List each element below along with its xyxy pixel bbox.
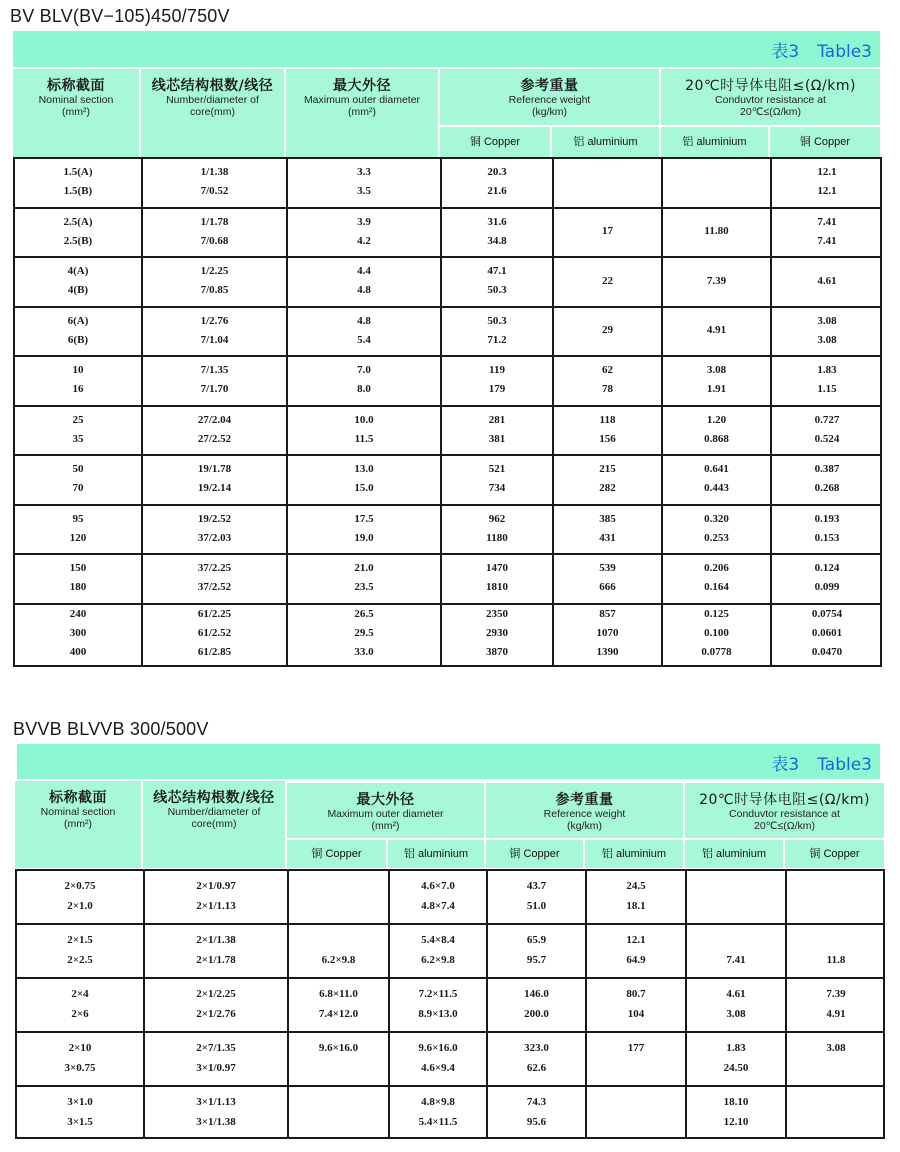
t2-sub-res-al: 铝 aluminium [685,840,783,868]
table-cell: 0.100 [704,626,729,639]
table-cell: 27/2.04 [197,413,232,426]
table-cell: 2×1/1.78 [196,954,236,966]
table-cell: 1180 [486,531,508,544]
table-cell: 1/1.38 [200,166,229,178]
table1-caption-en: Table3 [817,42,872,62]
table-cell: 3×1/0.97 [196,1062,236,1074]
table-cell: 19/2.52 [197,512,232,525]
row-divider [15,355,880,357]
table-cell: 2.5(B) [63,234,93,247]
table-cell: 0.727 [814,413,840,426]
row-divider [15,553,880,555]
table-cell: 400 [69,645,87,658]
table-cell: 0.153 [814,531,840,544]
table-cell: 4.2 [357,234,371,247]
t1-header-resistance-unit: 20℃≤(Ω/km) [740,106,801,119]
table-cell: 35 [72,432,84,445]
table-cell: 7/0.52 [200,185,229,197]
table-cell: 43.7 [526,880,547,892]
row-divider [15,306,880,308]
table-cell: 2×1/1.38 [196,934,236,946]
table-cell: 12.1 [817,185,837,197]
table-cell: 3.3 [357,166,371,178]
table-cell: 2×1/2.25 [196,988,236,1000]
t1-sub-weight-al: 铝 aluminium [552,127,659,157]
table-cell: 24.5 [626,880,646,892]
t2-header-resistance-zh: 20℃时导体电阻≤(Ω/km) [699,792,870,808]
table-cell: 381 [488,432,506,445]
table-cell: 1.5(A) [63,166,93,178]
table-cell: 47.1 [487,265,507,277]
table-cell: 3.9 [357,215,371,228]
table-cell: 7.0 [357,364,371,376]
table-cell: 3×1.5 [67,1116,93,1128]
t2-header-resistance-en: Conduvtor resistance at [729,808,840,821]
row-divider [15,454,880,456]
table-cell: 21.6 [487,185,507,197]
t2-header-resistance [685,783,884,838]
table-cell: 7.2×11.5 [418,988,458,1000]
table-cell: 21.0 [354,562,374,574]
table-cell: 3×1.0 [67,1096,93,1108]
row-divider [15,207,880,209]
table-cell: 62 [602,364,613,376]
table-cell: 0.0778 [701,645,732,658]
table-cell: 7/1.35 [200,364,229,376]
table-cell: 11.5 [354,432,374,445]
table-cell: 2×1/0.97 [196,880,236,892]
table-cell: 17 [602,225,613,237]
table-cell: 1.91 [706,383,727,395]
table-cell: 7/1.70 [200,383,229,395]
table-cell: 17.5 [354,512,374,525]
table-cell: 10 [72,364,84,376]
table-cell: 5.4×8.4 [421,934,455,946]
table-cell: 1.83 [726,1042,746,1054]
table-cell: 26.5 [354,607,374,620]
table-cell: 95.7 [526,954,547,966]
table-cell: 1070 [596,626,619,639]
table-cell: 61/2.25 [197,607,232,620]
t1-header-section-en: Nominal section [38,94,114,107]
t2-header-outer-unit: (mm²) [371,820,400,833]
table-cell: 3.08 [826,1042,846,1054]
table-cell: 0.0470 [811,645,843,658]
table-cell: 4(A) [67,265,89,277]
table-cell: 50 [72,463,84,475]
table-cell: 3×1/1.38 [196,1116,236,1128]
table-cell: 3.5 [357,185,371,197]
row-divider [15,405,880,407]
table-cell: 50.3 [487,314,507,327]
table2-caption-zh: 表3 [771,755,800,775]
table-cell: 4.61 [817,274,837,287]
table-cell: 61/2.52 [197,626,232,639]
table-cell: 6.2×9.8 [421,954,455,966]
table-cell: 1390 [596,645,619,658]
t2-header-core [143,781,285,868]
table-cell: 6.2×9.8 [321,954,356,966]
table-cell: 2×1.5 [67,934,93,946]
table-cell: 6(B) [67,333,89,346]
table-cell: 0.099 [814,581,840,593]
row-divider [17,1085,883,1087]
t2-header-core-unit: core(mm) [191,818,237,831]
t1-header-weight [440,69,659,125]
table-cell: 0.641 [704,463,729,475]
t2-header-weight-zh: 参考重量 [555,792,614,808]
table-cell: 33.0 [354,645,374,658]
table-cell: 1/2.76 [200,314,229,327]
table-cell: 37/2.52 [197,581,232,593]
table-cell: 12.10 [723,1116,749,1128]
table-cell: 539 [599,562,616,574]
table-cell: 4.61 [726,988,746,1000]
row-divider [15,504,880,506]
table-cell: 3870 [486,645,508,658]
table-cell: 2×10 [68,1042,92,1054]
table-cell: 0.253 [704,531,729,544]
table-cell: 1.5(B) [63,185,93,197]
table-cell: 10.0 [354,413,374,426]
table-cell: 3×1/1.13 [196,1096,236,1108]
table1-caption-zh: 表3 [771,42,800,62]
table-cell: 323.0 [524,1042,549,1054]
table-cell: 71.2 [487,333,507,346]
row-divider [17,1031,883,1033]
table-cell: 37/2.03 [197,531,232,544]
t1-header-core-en: Number/diameter of [166,94,259,107]
t2-header-resistance-unit: 20℃≤(Ω/km) [754,820,815,833]
table-cell: 2×0.75 [64,880,96,892]
table-cell: 0.0754 [811,607,843,620]
table-cell: 9.6×16.0 [318,1042,359,1054]
table-cell: 0.206 [704,562,729,574]
t1-header-weight-en: Reference weight [508,94,591,107]
table-cell: 4.91 [826,1008,846,1020]
table-cell: 25 [72,413,84,426]
table-cell: 19/1.78 [197,463,232,475]
t2-header-weight-unit: (kg/km) [567,820,602,833]
table-cell: 7.41 [726,954,746,966]
table-cell: 6(A) [67,314,89,327]
table-cell: 300 [69,626,87,639]
t2-header-core-en: Number/diameter of [167,806,261,819]
table-cell: 0.524 [814,432,840,445]
table-cell: 7.39 [826,988,846,1000]
table2-caption-band [17,744,880,779]
table-cell: 0.268 [814,482,840,494]
t2-header-weight-en: Reference weight [543,808,626,821]
table-cell: 666 [599,581,616,593]
t2-sub-res-cu: 铜 Copper [785,840,884,868]
t1-header-resistance-zh: 20℃时导体电阻≤(Ω/km) [685,78,856,94]
table-cell: 2×2.5 [67,954,93,966]
table-cell: 4.91 [706,324,727,336]
t2-header-section-unit: (mm²) [64,818,92,831]
table-cell: 2×1/1.13 [196,900,236,912]
table-cell: 22 [602,274,613,287]
t2-header-weight [486,783,683,838]
table-cell: 0.0601 [811,626,843,639]
table-cell: 0.320 [704,512,729,525]
table-cell: 1.20 [706,413,727,426]
table-cell: 0.443 [704,482,729,494]
table-cell: 23.5 [354,581,374,593]
table-cell: 50.3 [487,284,507,296]
table-cell: 12.1 [817,166,837,178]
table1-body [13,157,882,667]
table-cell: 18.10 [723,1096,749,1108]
table-cell: 95 [72,512,84,525]
row-divider [17,977,883,979]
table-cell: 15.0 [354,482,374,494]
row-divider [15,256,880,258]
row-divider [17,923,883,925]
t2-header-section-en: Nominal section [40,806,116,819]
table-cell: 179 [488,383,506,395]
table-cell: 51.0 [526,900,547,912]
table-cell: 2×6 [71,1008,89,1020]
table-cell: 8.9×13.0 [418,1008,458,1020]
table-cell: 240 [69,607,87,620]
table-cell: 74.3 [526,1096,547,1108]
table-cell: 119 [489,364,505,376]
table1-title: BV BLV(BV−105)450/750V [10,6,230,26]
table-cell: 62.6 [526,1062,547,1074]
t2-sub-outer-al: 铝 aluminium [388,840,484,868]
table2-body [15,869,885,1139]
table-cell: 0.125 [704,607,729,620]
table-cell: 8.0 [357,383,371,395]
table-cell: 4.8 [357,284,371,296]
table-cell: 12.1 [626,934,646,946]
table-cell: 180 [69,581,87,593]
table-cell: 7.41 [817,234,837,247]
table-cell: 4.8 [357,314,371,327]
table-cell: 4.4 [357,265,371,277]
table-cell: 9.6×16.0 [418,1042,458,1054]
table-cell: 156 [599,432,616,445]
t2-header-section [15,781,141,868]
table-cell: 120 [69,531,87,544]
table-cell: 6.8×11.0 [319,988,358,1000]
table-cell: 1470 [486,562,508,574]
table-cell: 3.08 [726,1008,746,1020]
table-cell: 7.4×12.0 [318,1008,359,1020]
table-cell: 5.4 [357,333,371,346]
table-cell: 64.9 [626,954,646,966]
table-cell: 16 [72,383,84,395]
table-cell: 7/1.04 [200,333,229,346]
table-cell: 29 [602,324,613,336]
table-cell: 281 [488,413,506,426]
t2-header-outer-en: Maximum outer diameter [327,808,444,821]
table-cell: 7/0.68 [200,234,229,247]
table-cell: 3.08 [817,314,837,327]
table-cell: 34.8 [487,234,507,247]
table-cell: 11.80 [704,225,729,237]
table-cell: 2.5(A) [63,215,93,228]
t1-sub-res-cu: 铜 Copper [770,127,880,157]
table-cell: 4.8×9.8 [421,1096,455,1108]
table-cell: 1810 [486,581,508,593]
table1-caption [771,37,872,62]
table-cell: 65.9 [526,934,547,946]
table-cell: 2350 [486,607,508,620]
table-cell: 4(B) [67,284,89,296]
t1-header-outer-zh: 最大外径 [333,78,391,94]
table-cell: 4.6×7.0 [421,880,455,892]
table-cell: 0.193 [814,512,840,525]
t1-header-resistance [661,69,880,125]
t1-header-outer-unit: (mm²) [348,106,376,119]
table-cell: 37/2.25 [197,562,232,574]
table-cell: 61/2.85 [197,645,232,658]
table-cell: 31.6 [487,215,507,228]
table-cell: 0.387 [814,463,840,475]
t1-header-outer-en: Maximum outer diameter [303,94,421,107]
table1-caption-band [13,31,880,67]
table-cell: 95.6 [526,1116,547,1128]
table-cell: 282 [599,482,616,494]
table-cell: 4.6×9.4 [421,1062,455,1074]
table-cell: 2×1.0 [67,900,93,912]
table-cell: 24.50 [723,1062,749,1074]
table-cell: 11.8 [826,954,846,966]
t1-header-core [141,69,284,157]
table-cell: 962 [488,512,506,525]
t1-header-section-zh: 标称截面 [47,78,105,94]
table-cell: 19.0 [354,531,374,544]
table-cell: 118 [599,413,616,426]
table-cell: 1/2.25 [200,265,229,277]
table-cell: 0.164 [704,581,729,593]
table-cell: 3.08 [817,333,837,346]
t1-header-section [13,69,139,157]
table-cell: 27/2.52 [197,432,232,445]
t2-header-outer-zh: 最大外径 [356,792,415,808]
table-cell: 13.0 [354,463,374,475]
table-cell: 2×1/2.76 [196,1008,236,1020]
t2-header-outer [287,783,484,838]
table-cell: 200.0 [524,1008,549,1020]
table-cell: 2×7/1.35 [196,1042,236,1054]
t1-header-weight-zh: 参考重量 [520,78,579,94]
table-cell: 431 [599,531,616,544]
t2-sub-weight-al: 铝 aluminium [585,840,683,868]
table-cell: 385 [599,512,616,525]
table-cell: 0.124 [814,562,840,574]
table-cell: 857 [599,607,616,620]
table-cell: 20.3 [487,166,507,178]
table-cell: 3×0.75 [64,1062,96,1074]
t1-sub-res-al: 铝 aluminium [661,127,768,157]
table-cell: 5.4×11.5 [418,1116,458,1128]
table-cell: 177 [627,1042,645,1054]
table-cell: 3.08 [706,364,727,376]
t2-header-core-zh: 线芯结构根数/线径 [153,790,275,806]
table-cell: 4.8×7.4 [421,900,455,912]
table-cell: 146.0 [524,988,549,1000]
table-cell: 2930 [486,626,508,639]
table-cell: 215 [599,463,616,475]
t1-header-core-zh: 线芯结构根数/线径 [151,78,274,94]
t1-header-outer [286,69,438,157]
table-cell: 1/1.78 [200,215,229,228]
table-cell: 78 [602,383,613,395]
table-cell: 0.868 [704,432,729,445]
table-cell: 19/2.14 [197,482,232,494]
t1-header-section-unit: (mm²) [62,106,90,119]
table-cell: 2×4 [71,988,89,1000]
table-cell: 734 [488,482,506,494]
t1-header-weight-unit: (kg/km) [532,106,567,119]
table2-caption [771,750,872,775]
t1-sub-weight-cu: 铜 Copper [440,127,550,157]
t1-header-resistance-en: Conduvtor resistance at [715,94,826,107]
table-cell: 7/0.85 [200,284,229,296]
t1-header-core-unit: core(mm) [190,106,235,119]
table-cell: 7.41 [817,215,837,228]
table-cell: 18.1 [626,900,646,912]
table2-title: BVVB BLVVB 300/500V [13,719,209,739]
table-cell: 80.7 [626,988,646,1000]
table2-caption-en: Table3 [817,755,872,775]
table-cell: 7.39 [706,274,727,287]
table-cell: 104 [627,1008,645,1020]
t2-header-section-zh: 标称截面 [49,790,107,806]
table-cell: 70 [72,482,84,494]
table-cell: 150 [69,562,87,574]
table-cell: 521 [488,463,506,475]
table-cell: 1.83 [817,364,837,376]
table-cell: 29.5 [354,626,374,639]
t2-sub-outer-cu: 铜 Copper [287,840,386,868]
t2-sub-weight-cu: 铜 Copper [486,840,583,868]
table-cell: 1.15 [817,383,837,395]
